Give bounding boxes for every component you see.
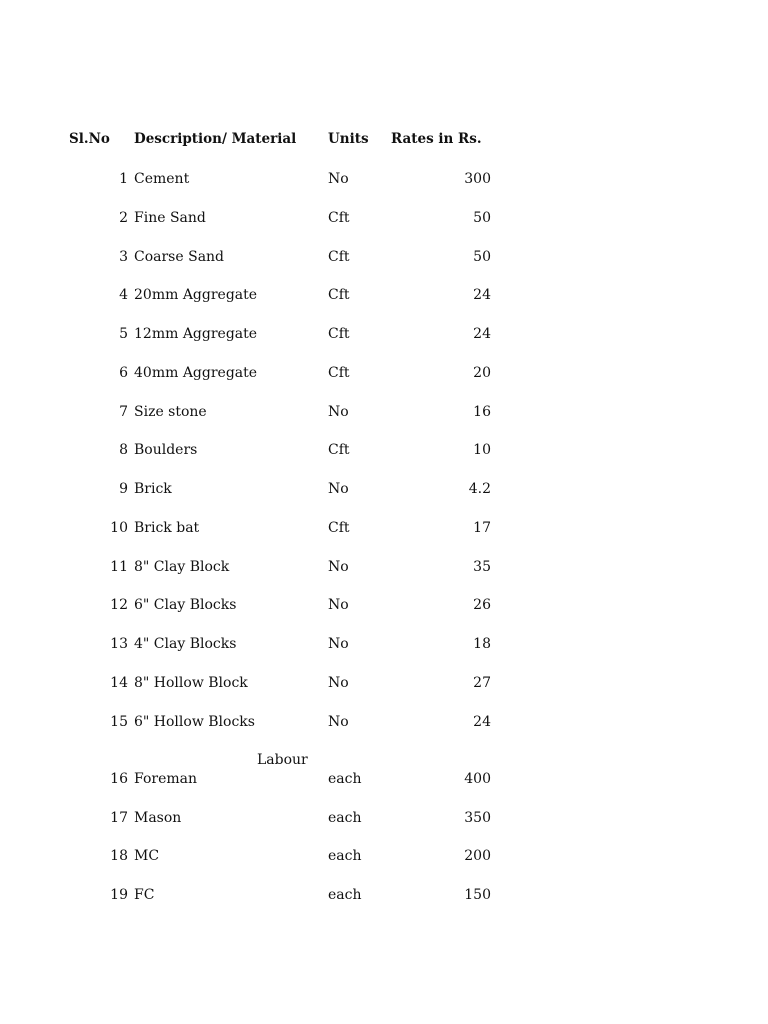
row-rate: 4.2	[468, 481, 491, 497]
row-rate: 24	[473, 326, 491, 342]
row-unit: Cft	[328, 364, 350, 381]
row-unit: Cft	[328, 326, 350, 342]
row-unit: No	[328, 481, 349, 497]
row-description: MC	[134, 848, 160, 865]
labour-section-label: Labour	[257, 752, 308, 768]
row-unit: No	[328, 713, 349, 730]
row-description: Fine Sand	[134, 209, 206, 226]
row-unit: No	[328, 558, 349, 575]
table-row	[0, 559, 768, 579]
row-rate: 200	[464, 848, 491, 865]
row-rate: 20	[473, 364, 491, 381]
row-rate: 17	[473, 519, 491, 536]
row-rate: 26	[473, 597, 491, 614]
row-description: 12mm Aggregate	[134, 326, 258, 342]
row-description: 6" Hollow Blocks	[134, 713, 255, 730]
table-row	[0, 287, 768, 307]
header-rates: Rates in Rs.	[391, 131, 482, 147]
row-rate: 35	[473, 558, 491, 575]
row-description: Brick	[134, 481, 172, 497]
row-rate: 24	[473, 713, 491, 730]
row-number: 5	[119, 326, 128, 342]
table-row	[0, 326, 768, 346]
row-description: Mason	[134, 809, 182, 826]
row-unit: Cft	[328, 442, 350, 459]
row-number: 18	[110, 848, 128, 865]
row-description: 4" Clay Blocks	[134, 636, 237, 652]
row-description: Foreman	[134, 771, 197, 787]
table-row	[0, 848, 768, 868]
table-row	[0, 404, 768, 424]
header-description: Description/ Material	[134, 131, 297, 147]
row-description: Coarse Sand	[134, 248, 225, 265]
row-number: 2	[119, 209, 128, 226]
row-number: 7	[119, 403, 128, 420]
row-number: 10	[110, 519, 128, 536]
row-description: Cement	[134, 171, 190, 187]
table-row	[0, 481, 768, 501]
row-rate: 400	[464, 771, 491, 787]
row-description: FC	[134, 887, 155, 904]
row-description: 8" Clay Block	[134, 558, 230, 575]
row-rate: 50	[473, 209, 491, 226]
table-row	[0, 210, 768, 230]
row-rate: 300	[464, 171, 491, 187]
row-description: 40mm Aggregate	[134, 364, 258, 381]
row-unit: No	[328, 597, 349, 614]
row-description: Brick bat	[134, 519, 200, 536]
row-description: 20mm Aggregate	[134, 287, 258, 304]
row-number: 3	[119, 248, 128, 265]
row-unit: Cft	[328, 287, 350, 304]
header-slno: Sl.No	[69, 131, 110, 147]
row-unit: No	[328, 171, 349, 187]
row-number: 11	[110, 558, 128, 575]
row-number: 16	[110, 771, 128, 787]
row-number: 13	[110, 636, 128, 652]
row-rate: 350	[464, 809, 491, 826]
row-number: 8	[119, 442, 128, 459]
row-rate: 27	[473, 674, 491, 691]
row-unit: Cft	[328, 519, 350, 536]
table-row	[0, 675, 768, 695]
row-number: 1	[119, 171, 128, 187]
row-rate: 16	[473, 403, 491, 420]
table-row	[0, 249, 768, 269]
row-number: 6	[119, 364, 128, 381]
table-row	[0, 442, 768, 462]
row-unit: No	[328, 403, 349, 420]
row-rate: 10	[473, 442, 491, 459]
row-unit: No	[328, 674, 349, 691]
row-number: 9	[119, 481, 128, 497]
table-row	[0, 171, 768, 191]
row-number: 12	[110, 597, 128, 614]
row-number: 17	[110, 809, 128, 826]
row-rate: 150	[464, 887, 491, 904]
header-units: Units	[328, 131, 369, 147]
table-row	[0, 714, 768, 734]
table-row	[0, 636, 768, 656]
row-unit: each	[328, 848, 362, 865]
table-row	[0, 771, 768, 791]
row-unit: No	[328, 636, 349, 652]
row-number: 14	[110, 674, 128, 691]
row-description: 6" Clay Blocks	[134, 597, 237, 614]
table-row	[0, 887, 768, 907]
row-description: Boulders	[134, 442, 198, 459]
row-number: 4	[119, 287, 128, 304]
row-unit: Cft	[328, 248, 350, 265]
table-row	[0, 810, 768, 830]
row-unit: each	[328, 887, 362, 904]
table-row	[0, 520, 768, 540]
row-number: 15	[110, 713, 128, 730]
row-description: 8" Hollow Block	[134, 674, 248, 691]
row-number: 19	[110, 887, 128, 904]
row-rate: 50	[473, 248, 491, 265]
row-rate: 18	[473, 636, 491, 652]
row-unit: Cft	[328, 209, 350, 226]
table-row	[0, 597, 768, 617]
row-unit: each	[328, 771, 362, 787]
table-row	[0, 365, 768, 385]
row-description: Size stone	[134, 403, 207, 420]
row-unit: each	[328, 809, 362, 826]
row-rate: 24	[473, 287, 491, 304]
